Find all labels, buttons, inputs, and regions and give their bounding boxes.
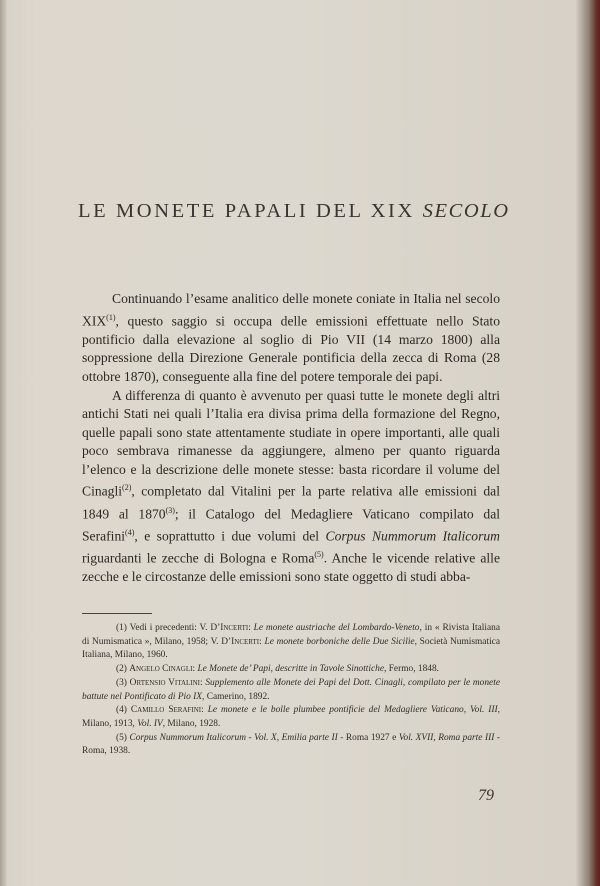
book-binding-edge xyxy=(576,0,600,886)
footnote-ref-5: (5) xyxy=(314,549,324,559)
title-italic: SECOLO xyxy=(422,200,510,222)
fn3-author: Ortensio Vitalini xyxy=(129,677,201,688)
fn5-title: Corpus Nummorum Italicorum - Vol. X, Emilia parte II xyxy=(129,732,338,743)
fn4-title: Le monete e le bolle plumbee pontificie del Medagliere Vaticano, Vol. III xyxy=(207,705,498,716)
fn4-c: : xyxy=(201,705,208,716)
corpus-title: Corpus Nummorum Italicorum xyxy=(325,528,501,544)
fn1-author-2: D’Incerti xyxy=(221,636,260,647)
fn5-c: - Roma 1927 e xyxy=(337,732,399,743)
fn4-author: Camillo Serafini xyxy=(130,705,202,716)
title-main: LE MONETE PAPALI DEL XIX xyxy=(78,200,423,222)
footnote-3 xyxy=(82,677,500,704)
p2-text-f: riguardanti le zecche di Bologna e Roma xyxy=(82,550,315,566)
fn4-a: (4) xyxy=(116,705,131,716)
fn2-c: : xyxy=(192,664,198,675)
footnote-1 xyxy=(82,622,500,663)
footnote-2 xyxy=(82,663,500,677)
page-title xyxy=(78,200,518,223)
footnote-ref-4: (4) xyxy=(125,527,135,537)
page-number: 79 xyxy=(478,787,494,804)
fn1-e: , in « Rivista Italiana di Numismatica », Milano, 1958; V. xyxy=(82,623,500,647)
fn1-g: : xyxy=(259,636,265,647)
fn1-author: D’Incerti xyxy=(210,623,249,633)
body-text xyxy=(82,290,500,587)
fn3-e: , Camerino, 1892. xyxy=(202,691,270,702)
footnote-ref-3: (3) xyxy=(165,505,175,515)
fn5-a: (5) xyxy=(116,732,130,743)
paragraph-2 xyxy=(82,387,500,587)
fn1-a: (1) Vedi i precedenti: V. xyxy=(116,623,211,633)
fn3-c: : xyxy=(200,677,206,688)
fn1-title-2: Le monete borboniche delle Due Sicilie xyxy=(264,636,415,647)
footnote-4 xyxy=(82,704,500,731)
p1-text-a: Continuando l’esame analitico delle monete coniate in Italia nel secolo XIX xyxy=(82,291,500,329)
fn5-e: - Roma, 1938. xyxy=(82,732,500,757)
fn2-author: Angelo Cinagli xyxy=(129,664,193,675)
fn2-e: , Fermo, 1848. xyxy=(384,664,439,675)
fn1-title: Le monete austriache del Lombardo-Veneto xyxy=(253,623,420,633)
fn5-title-2: Vol. XVII, Roma parte III xyxy=(398,732,495,743)
fn1-i: , Società Numismatica Italiana, Milano, 1960. xyxy=(82,636,500,661)
footnote-separator xyxy=(82,613,152,614)
p2-text-c: ; il Catalogo del Medagliere Vaticano compilato dal Serafini xyxy=(82,506,501,544)
p2-text-b: , completato dal Vitalini per la parte relativa alle emissioni dal 1849 al 1870 xyxy=(82,484,500,522)
footnote-ref-2: (2) xyxy=(122,483,132,493)
page-left-edge xyxy=(0,0,7,886)
fn4-g: , Milano, 1928. xyxy=(162,718,221,729)
p2-text-d: , e soprattutto i due volumi del xyxy=(134,528,326,544)
footnote-ref-1: (1) xyxy=(106,312,116,322)
footnote-5 xyxy=(82,732,500,759)
fn1-c: : xyxy=(248,623,254,633)
fn3-title: Supplemento alle Monete dei Papi del Dott. Cinagli, compilato per le monete battute nel Pontificato di Pio IX xyxy=(82,677,500,702)
p1-text-b: , questo saggio si occupa delle emissioni effettuate nello Stato pontificio dalla elevazione al soglio di Pio VII (14 marzo 1800) alla soppressione della Direzione Generale pontificia della zecca di Roma (28 ottobre 1870), conseguente alla fine del potere temporale dei papi. xyxy=(82,313,500,384)
fn3-a: (3) xyxy=(116,677,130,688)
p2-text-a: A differenza di quanto è avvenuto per quasi tutte le monete degli altri antichi Stati nei quali l’Italia era divisa prima della formazione del Regno, quelle papali sono state attentamente studiate in opere importanti, alle quali poco sembrava rimanesse da aggiungere, almeno per quanto riguarda l’elenco e la descrizione delle monete stesse: basta ricordare il volume del Cinagli xyxy=(82,387,500,499)
p2-text-g: . Anche le vicende relative alle zecche e le circostanze delle emissioni sono state oggetto di studi abba- xyxy=(82,550,500,584)
fn2-title: Le Monete de’ Papi, descritte in Tavole Sinottiche xyxy=(197,664,385,675)
fn4-e: , Milano, 1913, xyxy=(82,705,500,729)
fn4-volume: Vol. IV xyxy=(137,718,163,729)
fn2-a: (2) xyxy=(116,664,130,675)
paragraph-1 xyxy=(82,290,500,387)
footnotes xyxy=(82,622,500,759)
